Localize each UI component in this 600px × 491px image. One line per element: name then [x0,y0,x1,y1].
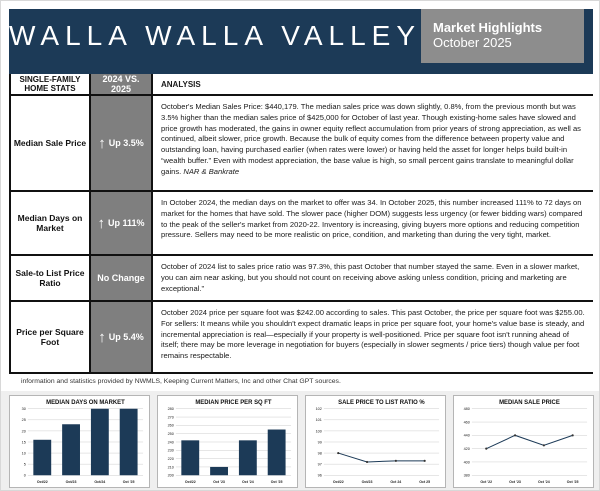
svg-text:30: 30 [21,407,26,412]
svg-text:260: 260 [167,423,174,428]
svg-text:Oct/24: Oct/24 [93,480,105,485]
stat-label-sale-to-list-ratio: Sale-to List Price Ratio [11,256,91,300]
page-title: WALLA WALLA VALLEY [9,20,422,51]
column-header-home-stats: SINGLE-FAMILY HOME STATS [11,74,91,94]
stat-label-median-days-on-market: Median Days on Market [11,192,91,254]
svg-text:Oct '25: Oct '25 [270,480,283,485]
source-footnote: information and statistics provided by NWMLS, Keeping Current Matters, Inc and other Chat GPT sources. [21,378,341,385]
svg-text:20: 20 [21,429,26,434]
analysis-text [153,256,593,300]
svg-text:270: 270 [167,415,174,420]
svg-text:Oct/22: Oct/22 [184,480,196,485]
svg-text:MEDIAN DAYS ON MARKET: MEDIAN DAYS ON MARKET [45,399,125,406]
svg-text:25: 25 [21,418,26,423]
svg-text:0: 0 [23,473,26,478]
svg-text:Oct '24: Oct '24 [241,480,254,485]
analysis-text [153,96,593,190]
svg-text:100: 100 [315,429,322,434]
svg-text:Oct/23: Oct/23 [361,480,373,485]
chart-median-sale-price [453,395,594,488]
change-badge [91,256,153,300]
bar-chart [158,396,297,487]
svg-text:Oct '22: Oct '22 [479,480,492,485]
analysis-body: October 2024 price per square foot was $242.00 according to sales. This past October, the price per square foot was $255.00. For sellers: It means while you shouldn't expect dramatic leaps in price per square foot, your home's value base is steady, and incremental appreciation is real—especially if your property is well-positioned. Price per square foot isn't running ahead of itself; there may be more leverage in negotiation for buyers (especially in slower segments / price tiers) though value per foot remains respectable. [161,308,585,361]
change-badge [91,192,153,254]
svg-text:10: 10 [21,451,26,456]
up-arrow-icon: ↑ [98,134,106,152]
svg-text:Oct '24: Oct '24 [537,480,550,485]
svg-text:102: 102 [315,407,322,412]
change-badge [91,302,153,372]
analysis-text [153,302,593,372]
stats-table [9,74,593,374]
stat-label-price-per-square-foot: Price per Square Foot [11,302,91,372]
analysis-body: October of 2024 list to sales price ratio was 97.3%, this past October that number stayed the same. Even in a slower market, you can aim near asking, but you should not count on receiving above asking unless condition, pricing and marketing are exceptional.” [161,262,580,293]
svg-text:MEDIAN SALE PRICE: MEDIAN SALE PRICE [498,399,560,406]
svg-text:97: 97 [317,462,322,467]
stat-label-median-sale-price: Median Sale Price [11,96,91,190]
analysis-text [153,192,593,254]
svg-text:96: 96 [317,473,322,478]
svg-text:99: 99 [317,440,322,445]
chart-median-days-on-market [9,395,150,488]
svg-text:380: 380 [463,473,470,478]
svg-text:240: 240 [167,440,174,445]
highlights-title: Market Highlights [433,20,543,36]
svg-text:Oct 25: Oct 25 [418,480,430,485]
svg-text:250: 250 [167,432,174,437]
analysis-body: In October 2024, the median days on the market to offer was 34. In October 2025, this number increased 111% to 72 days on market for the homes that have sold. The slower pace (higher DOM) suggests less urgency (or fewer bidding wars) compared to the peak of the seller's market from 2020-22. Inventory is increasing, giving buyers more options and reducing competition pressure. Sellers may need to be more realistic on price, condition, and marketing than during the very tight, market. [161,198,583,240]
svg-text:101: 101 [315,418,322,423]
highlights-subtitle: October 2025 [433,35,512,50]
column-header-analysis: ANALYSIS [153,74,593,94]
svg-text:460: 460 [463,420,470,425]
svg-text:MEDIAN PRICE PER SQ FT: MEDIAN PRICE PER SQ FT [194,399,272,406]
svg-text:Oct '23: Oct '23 [212,480,225,485]
svg-text:98: 98 [317,451,322,456]
svg-text:Oct '23: Oct '23 [508,480,521,485]
analysis-source: NAR & Bankrate [183,166,240,176]
table-row [11,302,593,374]
analysis-body: October's Median Sales Price: $440,179. The median sales price was down slightly, 0.8%, from the previous month but was 3.5% higher than the median sales price of $425,000 for October of last year. Though existing-home sales have slowed and price growth has moderated, the gains in owner equity reflect accumulation from prior years of strong appreciation, as well as continued, albeit slower, price growth. Because the bulk of equity comes from the difference between property value and outstanding loan, having purchased earlier (when rates were lower) or having held the asset for longer helps build built-in “wealth buffer.” Even with modest appreciation, the base value is high, so small percent gains translate to meaningful dollar gains. [161,102,581,176]
svg-text:440: 440 [463,433,470,438]
header-bar [9,9,593,74]
table-header-row [11,74,593,96]
table-row [11,96,593,192]
change-value: Up 111% [107,218,145,228]
svg-text:420: 420 [463,447,470,452]
svg-text:480: 480 [463,407,470,412]
column-header-2024-vs-2025: 2024 VS. 2025 [91,74,153,94]
svg-text:Oct '25: Oct '25 [122,480,135,485]
change-badge [91,96,153,190]
change-value: Up 5.4% [108,332,144,342]
svg-text:Oct/22: Oct/22 [332,480,344,485]
chart-median-price-per-sqft [157,395,298,488]
line-chart [306,396,445,487]
svg-text:Oct '25: Oct '25 [566,480,579,485]
bar-chart [10,396,149,487]
svg-text:Oct 24: Oct 24 [389,480,401,485]
change-value: Up 3.5% [108,138,144,148]
svg-text:Oct/23: Oct/23 [65,480,77,485]
up-arrow-icon: ↑ [97,214,105,232]
line-chart [454,396,593,487]
svg-text:220: 220 [167,457,174,462]
market-highlights-box [421,9,584,63]
svg-text:200: 200 [167,473,174,478]
svg-text:SALE PRICE TO LIST RATIO %: SALE PRICE TO LIST RATIO % [337,399,425,406]
table-row [11,192,593,256]
change-value: No Change [97,273,145,283]
up-arrow-icon: ↑ [98,328,106,346]
svg-text:210: 210 [167,465,174,470]
svg-text:230: 230 [167,448,174,453]
svg-text:15: 15 [21,440,26,445]
chart-sale-price-to-list-ratio [305,395,446,488]
charts-strip [1,391,600,491]
svg-text:400: 400 [463,460,470,465]
svg-text:280: 280 [167,407,174,412]
svg-text:5: 5 [23,462,26,467]
table-row [11,256,593,302]
svg-text:Oct/22: Oct/22 [36,480,48,485]
